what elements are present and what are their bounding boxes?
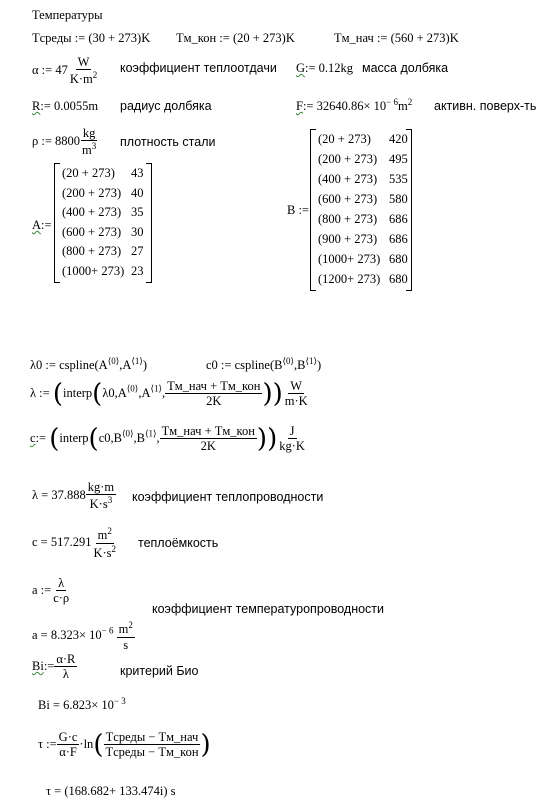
matrix-b-cell-temp: (1000+ 273) xyxy=(318,252,381,266)
lambda-def-den: 2K xyxy=(206,394,222,409)
c0-def xyxy=(206,356,321,373)
f-rhs: := 32640.86× 10 xyxy=(302,99,387,114)
matrix-b-cell-value: 535 xyxy=(389,172,408,186)
lambda0-mid: ,A xyxy=(119,358,132,373)
matrix-b-cell-value: 680 xyxy=(389,272,408,286)
c0-lhs: c0 := cspline(B xyxy=(206,358,283,373)
a-def-den: c·ρ xyxy=(53,591,70,606)
matrix-b-cell-temp: (800 + 273) xyxy=(318,212,378,226)
alpha-unit-den: K·m xyxy=(69,72,93,87)
r-rhs: := 0.0055m xyxy=(40,99,99,113)
c-result-label: теплоёмкость xyxy=(138,536,219,550)
alpha-def xyxy=(32,55,99,87)
c-def-args: c0,B xyxy=(98,430,122,445)
f-unit-exp: 2 xyxy=(407,97,413,107)
g-rhs: := 0.12kg xyxy=(305,61,354,75)
g-lhs: G xyxy=(296,61,306,75)
a-result-exp: − 6 xyxy=(101,625,114,636)
bi-def-lhs: Bi xyxy=(32,658,44,673)
c-def-sup1: ⟨1⟩ xyxy=(144,428,157,439)
matrix-b-cell-temp: (900 + 273) xyxy=(318,232,378,246)
bi-def xyxy=(32,652,77,682)
t-kon-def: Tм_кон := (20 + 273)K xyxy=(176,31,295,45)
lambda-result-unit-den: K·s xyxy=(89,497,108,512)
bi-result-exp: − 3 xyxy=(113,696,126,706)
c-result-unit-num: m xyxy=(97,528,108,543)
a-result-unit-den: s xyxy=(123,637,129,652)
lambda-def-sup1: ⟨1⟩ xyxy=(150,383,163,394)
lambda-def-args2: ,A xyxy=(138,385,151,400)
matrix-a-cell-value: 43 xyxy=(131,166,144,180)
lambda-result-lhs: λ = 37.888 xyxy=(32,487,86,502)
f-exp: − 6 xyxy=(386,97,398,107)
rho-unit-den: m xyxy=(82,143,92,158)
a-result-lhs: a = 8.323× 10 xyxy=(32,627,102,642)
bi-def-num: α·R xyxy=(56,652,76,666)
matrix-b-cell-value: 495 xyxy=(389,152,408,166)
c0-sup1: ⟨1⟩ xyxy=(305,356,318,366)
lambda-result xyxy=(32,480,116,512)
matrix-a-cell-value: 35 xyxy=(131,205,144,219)
c-def-sup0: ⟨0⟩ xyxy=(121,428,134,439)
rho-unit-num: kg xyxy=(82,126,96,140)
c-result xyxy=(32,526,118,560)
alpha-unit-den-exp: 2 xyxy=(92,70,98,81)
lambda-result-unit-num: kg·m xyxy=(87,480,115,494)
a-def-num: λ xyxy=(58,576,65,590)
lambda0-lhs: λ0 := cspline(A xyxy=(30,358,108,373)
g-label: масса долбяка xyxy=(362,61,449,75)
rho-def xyxy=(32,126,98,158)
c-result-lhs: c = 517.291 xyxy=(32,534,92,549)
lambda-def-args: λ0,A xyxy=(102,385,127,400)
c-def-num: Tм_нач + Tм_кон xyxy=(161,424,255,438)
c-def-interp: interp xyxy=(59,430,89,445)
matrix-a-name: A xyxy=(32,218,42,232)
tau-def-num: G·c xyxy=(58,730,78,744)
f-label: активн. поверх-ть xyxy=(434,99,537,113)
matrix-b-cell-value: 420 xyxy=(389,132,408,146)
matrix-a-cell-value: 23 xyxy=(131,263,144,278)
t-nach-def: Tм_нач := (560 + 273)K xyxy=(334,31,459,45)
tau-result: τ = (168.682+ 133.474i) s xyxy=(46,784,176,798)
tau-def-ln-den: Tсреды − Tм_кон xyxy=(105,745,199,760)
c-def-unit-den: kg·K xyxy=(279,439,305,454)
tau-def-den: α·F xyxy=(59,745,77,760)
lambda0-sup1: ⟨1⟩ xyxy=(131,356,143,366)
c-def-lhs: c xyxy=(30,430,36,445)
matrix-b-cell-value: 680 xyxy=(389,252,408,266)
matrix-a-lhs xyxy=(32,218,52,233)
c0-close: ) xyxy=(317,358,322,373)
matrix-a-cell-value: 40 xyxy=(131,185,144,200)
c-def-args2: ,B xyxy=(133,430,145,445)
lambda-result-unit-den-exp: 3 xyxy=(107,495,113,506)
matrix-a xyxy=(54,163,152,283)
matrix-b-cell-value: 686 xyxy=(389,232,408,246)
bi-def-assign: := xyxy=(43,658,55,673)
matrix-b-cell-temp: (200 + 273) xyxy=(318,152,378,166)
bi-def-den: λ xyxy=(62,667,69,682)
lambda-def-num: Tм_нач + Tм_кон xyxy=(167,379,261,393)
matrix-b-lhs: B := xyxy=(287,203,309,217)
r-def xyxy=(32,99,98,114)
a-result-unit-num: m xyxy=(118,622,129,637)
c-result-unit-den: K·s xyxy=(93,545,112,560)
a-def-lhs: a := xyxy=(32,582,52,597)
lambda-def-unit-den: m·K xyxy=(284,394,308,409)
alpha-lhs: α := 47 xyxy=(32,62,68,77)
matrix-a-cell-temp: (600 + 273) xyxy=(62,224,122,239)
matrix-b-cell-temp: (1200+ 273) xyxy=(318,272,381,286)
lambda0-close: ) xyxy=(142,358,148,373)
tau-def-ln-num: Tсреды − Tм_нач xyxy=(105,730,199,744)
f-lhs: F xyxy=(296,99,303,114)
a-label: коэффициент температуропроводности xyxy=(152,602,385,616)
rho-lhs: ρ := 8800 xyxy=(32,133,81,148)
tau-def-ln: ·ln xyxy=(79,736,94,751)
lambda-def-interp: interp xyxy=(63,385,93,400)
matrix-b xyxy=(310,129,412,291)
a-result xyxy=(32,620,135,652)
matrix-a-cell-temp: (200 + 273) xyxy=(62,185,122,200)
lambda-def: λ := ($interp(\lambda 0,A^{⟨0⟩},A^{⟨1⟩}$, $\frac{\text{Tм\_нач + Tм\_кон}}{2K}$ )) $\frac{W}{m\cdot K}$ xyxy=(30,378,308,409)
matrix-a-cell-temp: (1000+ 273) xyxy=(62,263,125,278)
matrix-a-cell-value: 27 xyxy=(131,244,144,258)
lambda-def-sup0: ⟨0⟩ xyxy=(126,383,139,394)
matrix-a-cell-temp: (800 + 273) xyxy=(62,244,122,258)
matrix-a-cell-temp: (400 + 273) xyxy=(62,205,122,219)
c-result-unit-num-exp: 2 xyxy=(107,526,112,536)
c-def-den: 2K xyxy=(200,439,216,454)
bi-label: критерий Био xyxy=(120,664,199,678)
g-def xyxy=(296,61,353,76)
c-def-unit-num: J xyxy=(289,424,295,438)
matrix-b-cell-temp: (600 + 273) xyxy=(318,192,378,206)
matrix-b-cell-value: 580 xyxy=(389,192,408,206)
matrix-b-cell-value: 686 xyxy=(389,212,408,226)
c-def-assign: := xyxy=(35,430,47,445)
rho-unit-den-exp: 3 xyxy=(91,141,97,152)
lambda0-sup0: ⟨0⟩ xyxy=(107,356,120,366)
matrix-a-assign: := xyxy=(41,218,52,232)
lambda-def-unit-num: W xyxy=(290,379,303,393)
lambda0-def xyxy=(30,356,147,373)
matrix-b-cell-temp: (400 + 273) xyxy=(318,172,378,186)
a-def xyxy=(32,576,71,606)
matrix-b-cell-temp: (20 + 273) xyxy=(318,132,371,146)
lambda-result-label: коэффициент теплопроводности xyxy=(132,490,324,504)
c-result-unit-den-exp: 2 xyxy=(111,543,117,554)
rho-label: плотность стали xyxy=(120,135,216,149)
c0-sup0: ⟨0⟩ xyxy=(282,356,295,366)
c0-mid: ,B xyxy=(294,358,306,373)
matrix-a-cell-value: 30 xyxy=(131,224,144,239)
f-unit: m xyxy=(397,99,408,114)
bi-result xyxy=(38,696,126,713)
lambda-def-lhs: λ := xyxy=(30,385,50,400)
alpha-label: коэффициент теплоотдачи xyxy=(120,61,277,75)
matrix-a-cell-temp: (20 + 273) xyxy=(62,166,115,180)
bi-result-lhs: Bi = 6.823× 10 xyxy=(38,698,114,713)
tau-def: τ := $\frac{G\cdot c}{\alpha\cdot F}$ ·ln( $\frac{\text{Tсреды − Tм\_нач}}{\text{Tсреды − Tм\_кон}}$ ) xyxy=(38,729,211,760)
a-result-unit-num-exp: 2 xyxy=(128,620,133,630)
r-lhs: R xyxy=(32,99,41,113)
alpha-unit-num: W xyxy=(77,55,90,69)
c-def: c:= ($interp(c0,B^{⟨0⟩},B^{⟨1⟩}$, $\frac{\text{Tм\_нач + Tм\_кон}}{2K}$ )) $\frac{J}{kg\cdot K}$ xyxy=(30,423,305,454)
r-label: радиус долбяка xyxy=(120,99,212,113)
heading: Температуры xyxy=(32,8,103,22)
tau-def-lhs: τ := xyxy=(38,736,57,751)
t-sredy-def: Tсреды := (30 + 273)K xyxy=(32,31,151,45)
f-def xyxy=(296,97,412,114)
